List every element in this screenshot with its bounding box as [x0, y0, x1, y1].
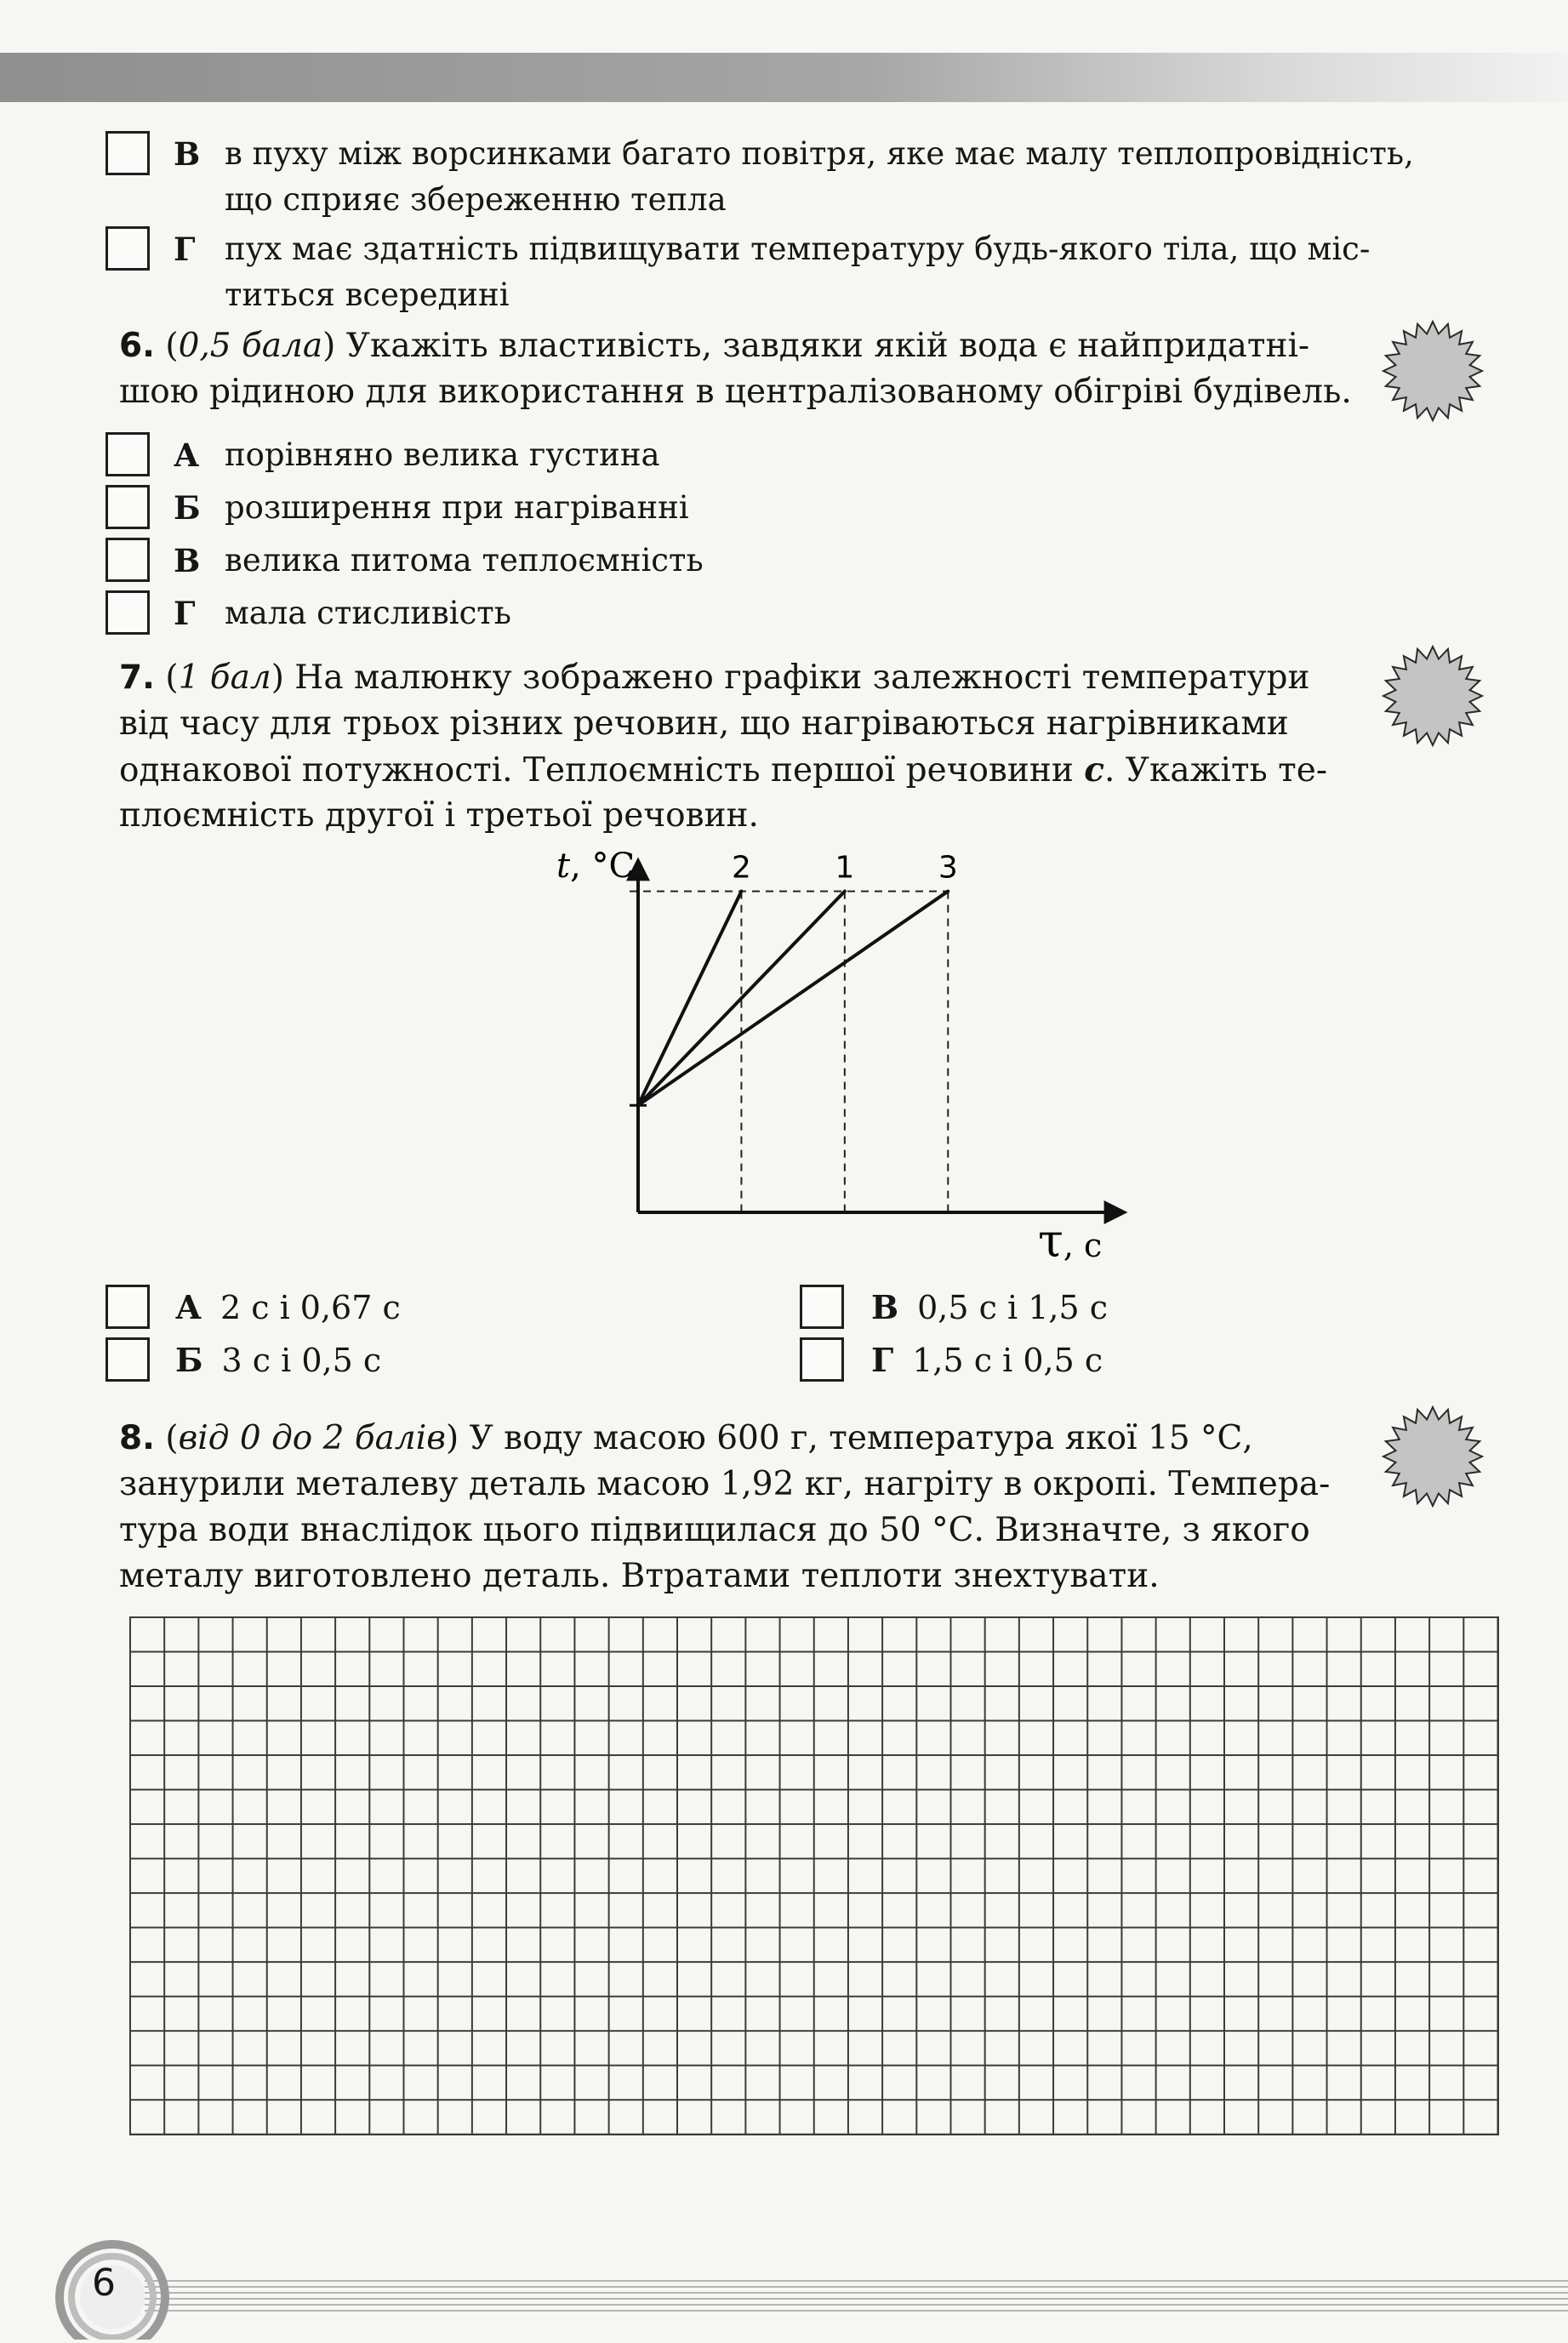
points-open: ( — [165, 658, 179, 697]
score-starburst-icon — [1380, 643, 1485, 749]
option-letter: Б — [174, 489, 201, 527]
score-starburst-icon — [1380, 318, 1485, 424]
points-open: ( — [165, 327, 179, 365]
page-number-badge — [44, 2238, 180, 2340]
q8-line-2: занурили металеву деталь масою 1,92 кг, нагріту в окропі. Темпера- — [119, 1465, 1331, 1503]
question-number: 8. — [119, 1419, 155, 1457]
variable-c: c — [1084, 750, 1105, 790]
series-label-1: 1 — [835, 850, 855, 886]
answer-grid[interactable] — [129, 1616, 1499, 2135]
points-close: ) — [322, 327, 336, 365]
option-letter: А — [174, 436, 200, 474]
series-label-2: 2 — [731, 850, 751, 886]
answer-g — [871, 1336, 1103, 1385]
option-text: порівняно велика густина — [225, 436, 660, 473]
answer-letter: В — [871, 1288, 899, 1326]
option-letter: В — [174, 542, 201, 579]
question-text: Укажіть властивість, завдяки якій вода є найпридатні- — [335, 327, 1310, 365]
series-label-3: 3 — [938, 850, 958, 886]
question-points: 1 бал — [178, 658, 271, 697]
points-open: ( — [165, 1419, 179, 1457]
q7-line-4: плоємність другої і третьої речовин. — [119, 796, 759, 835]
y-axis-label: t, °C — [556, 847, 636, 886]
x-axis-label: τ, с — [1038, 1214, 1103, 1268]
question-number: 7. — [119, 658, 155, 697]
question-text: На малюнку зображено графіки залежності температури — [283, 658, 1310, 697]
option-text: велика питома теплоємність — [225, 542, 704, 579]
answer-checkbox-b[interactable] — [105, 1337, 150, 1382]
option-text: мала стисливість — [225, 595, 511, 631]
q6-line-1 — [119, 323, 1309, 369]
answer-checkbox-g[interactable] — [800, 1337, 844, 1382]
answer-checkbox-a[interactable] — [105, 1285, 150, 1329]
answer-checkbox-g[interactable] — [105, 226, 150, 271]
option-text: що сприяє збереженню тепла — [225, 181, 727, 218]
answer-checkbox-v[interactable] — [800, 1285, 844, 1329]
question-text: . Укажіть те- — [1104, 751, 1328, 790]
answer-letter: Г — [871, 1341, 894, 1379]
points-close: ) — [445, 1419, 459, 1457]
option-text: розширення при нагріванні — [225, 489, 689, 526]
series-line-2 — [638, 892, 741, 1106]
q8-line-4: металу виготовлено деталь. Втратами теплоти знехтувати. — [119, 1557, 1160, 1595]
option-text: в пуху між ворсинками багато повітря, яке має малу теплопровідність, — [225, 135, 1414, 172]
answer-text: 1,5 с і 0,5 с — [912, 1342, 1103, 1379]
option-letter: Г — [174, 595, 196, 632]
answer-checkbox-b[interactable] — [105, 485, 150, 529]
answer-checkbox-v[interactable] — [105, 538, 150, 582]
question-points: 0,5 бала — [178, 327, 323, 365]
option-letter: В — [174, 135, 201, 173]
footer-lines — [145, 2280, 1568, 2314]
answer-letter: А — [175, 1288, 202, 1326]
answer-checkbox-v[interactable] — [105, 131, 150, 175]
q8-line-1 — [119, 1416, 1253, 1462]
answer-text: 0,5 с і 1,5 с — [917, 1289, 1109, 1326]
q6-line-2: шою рідиною для використання в централізованому обігріві будівель. — [119, 373, 1352, 411]
header-band — [0, 53, 1568, 102]
answer-text: 3 с і 0,5 с — [221, 1342, 382, 1379]
option-letter: Г — [174, 231, 196, 268]
score-starburst-icon — [1380, 1404, 1485, 1509]
series-lines — [638, 892, 948, 1106]
series-line-3 — [638, 892, 948, 1106]
temperature-time-chart — [527, 838, 1140, 1280]
q7-line-1 — [119, 655, 1309, 701]
option-text: титься всередині — [225, 276, 510, 313]
answer-text: 2 с і 0,67 с — [220, 1289, 401, 1326]
page-number: 6 — [92, 2261, 116, 2305]
question-number: 6. — [119, 327, 155, 365]
answer-b — [175, 1336, 381, 1385]
answer-checkbox-g[interactable] — [105, 590, 150, 635]
answer-letter: Б — [175, 1341, 203, 1379]
option-text: пух має здатність підвищувати температуру будь-якого тіла, що міс- — [225, 231, 1371, 267]
q7-line-2: від часу для трьох різних речовин, що нагріваються нагрівниками — [119, 704, 1289, 743]
q8-line-3: тура води внаслідок цього підвищилася до 50 °С. Визначте, з якого — [119, 1511, 1310, 1549]
answer-v — [871, 1283, 1108, 1332]
q7-line-3 — [119, 747, 1327, 794]
points-close: ) — [271, 658, 284, 697]
question-text: У воду масою 600 г, температура якої 15 °С, — [459, 1419, 1253, 1457]
dashed-guides — [630, 892, 948, 1212]
series-labels — [732, 851, 958, 886]
question-text: однакової потужності. Теплоємність першої речовини — [119, 751, 1085, 790]
answer-a — [175, 1283, 401, 1332]
question-points: від 0 до 2 балів — [178, 1419, 446, 1457]
answer-checkbox-a[interactable] — [105, 432, 150, 476]
